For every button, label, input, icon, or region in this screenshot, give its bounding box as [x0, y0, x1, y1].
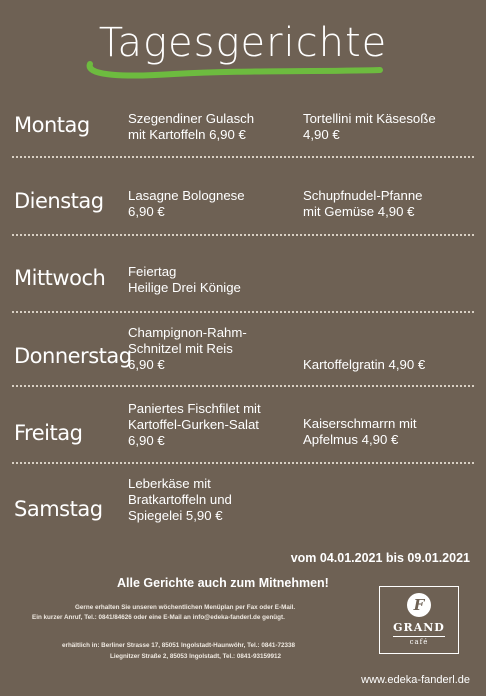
takeaway-notice: Alle Gerichte auch zum Mitnehmen!	[117, 576, 329, 590]
info-text: Ein kurzer Anruf, Tel.: 0841/84626 oder eine E-Mail an info@edeka-fanderl.de genügt.	[32, 614, 285, 621]
dish-1: Leberkäse mit Bratkartoffeln und Spiegelei 5,90 €	[128, 476, 232, 523]
day-label: Dienstag	[14, 189, 104, 213]
dish-1: Champignon-Rahm- Schnitzel mit Reis 6,90 €	[128, 325, 247, 372]
grand-cafe-logo	[379, 586, 459, 654]
menu-period: vom 04.01.2021 bis 09.01.2021	[290, 551, 470, 565]
divider	[12, 311, 474, 313]
logo-name: GRAND	[393, 621, 445, 634]
day-label: Montag	[14, 113, 90, 137]
dish-2: Tortellini mit Käsesoße 4,90 €	[303, 111, 436, 142]
dish-2: Kaiserschmarrn mit Apfelmus 4,90 €	[303, 416, 417, 447]
day-label: Samstag	[14, 497, 103, 521]
address-text: erhältlich in: Berliner Strasse 17, 85051 Ingolstadt-Haunwöhr, Tel.: 0841-72338	[62, 642, 295, 649]
day-label: Freitag	[14, 421, 83, 445]
title-underline-swoosh	[84, 52, 384, 82]
divider	[12, 462, 474, 464]
dish-2: Schupfnudel-Pfanne mit Gemüse 4,90 €	[303, 188, 423, 219]
dish-1: Szegendiner Gulasch mit Kartoffeln 6,90 €	[128, 111, 255, 142]
day-label: Donnerstag	[14, 344, 132, 368]
logo-divider	[393, 636, 445, 637]
website-link[interactable]: www.edeka-fanderl.de	[361, 674, 470, 686]
dish-2: Kartoffelgratin 4,90 €	[303, 357, 426, 372]
logo-monogram: F	[407, 593, 431, 617]
logo-subtitle: café	[409, 638, 429, 646]
page-title: Tagesgerichte	[98, 20, 388, 66]
day-label: Mittwoch	[14, 266, 106, 290]
divider	[12, 385, 474, 387]
info-text: Gerne erhalten Sie unseren wöchentlichen Menüplan per Fax oder E-Mail.	[75, 604, 296, 611]
address-text: Liegnitzer Straße 2, 85053 Ingolstadt, Tel.: 0841-93159912	[110, 653, 282, 660]
dish-1: Feiertag Heilige Drei Könige	[128, 264, 241, 295]
divider	[12, 234, 474, 236]
dish-1: Lasagne Bolognese 6,90 €	[128, 188, 245, 219]
divider	[12, 156, 474, 158]
dish-1: Paniertes Fischfilet mit Kartoffel-Gurken-Salat 6,90 €	[128, 401, 261, 448]
